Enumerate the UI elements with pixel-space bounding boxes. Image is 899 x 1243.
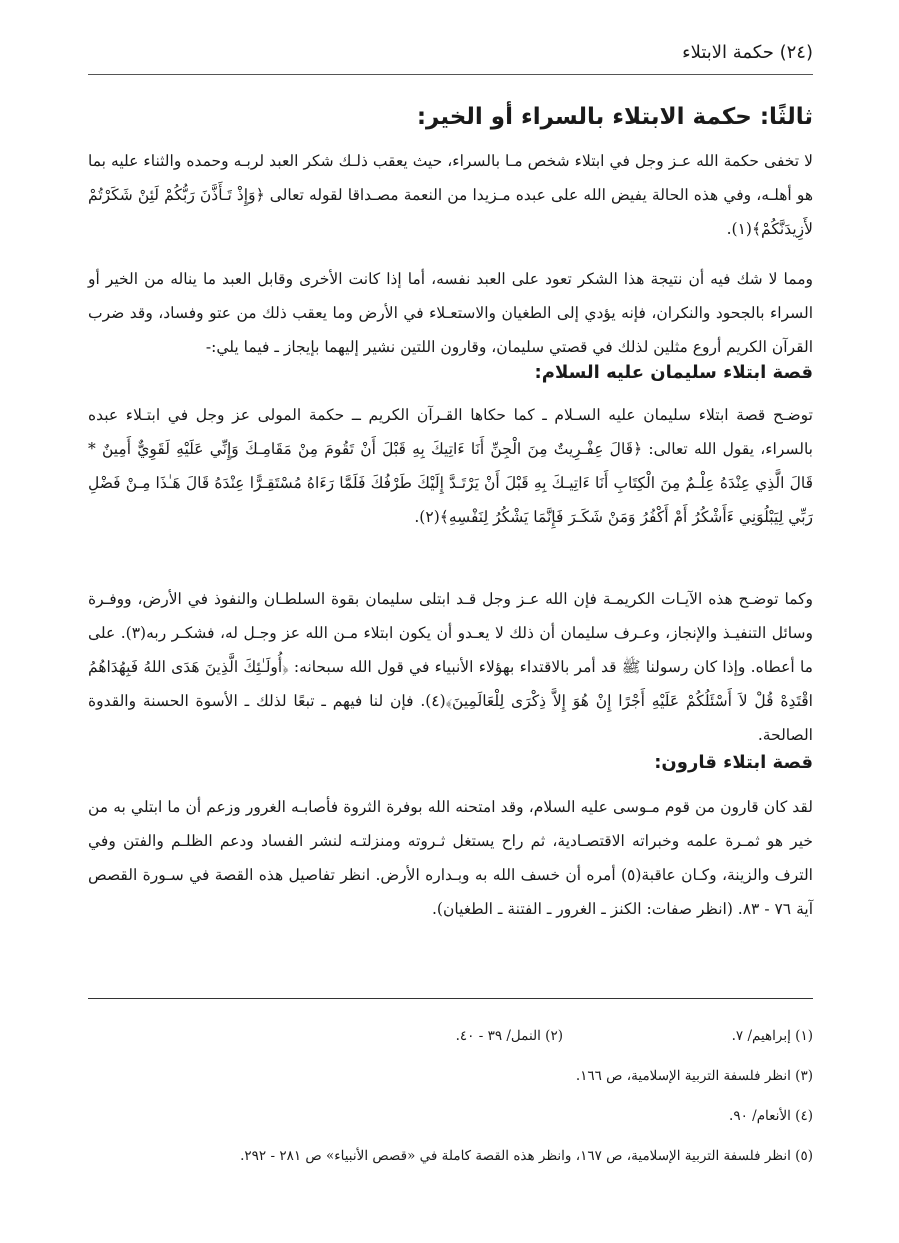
footnote-3: (٣) انظر فلسفة التربية الإسلامية، ص ١٦٦. [575, 1068, 813, 1084]
paragraph-3: توضـح قصة ابتلاء سليمان عليه السـلام ـ كما حكاها القـرآن الكريم ــ حكمة المولى عز وجل في ابتـلاء عبده بالسراء، يقول الله تعالى: ﴿قَالَ عِفْـرِيتٌ مِنَ الْجِنِّ أَنَا ءَاتِيكَ بِهِ قَبْلَ أَنْ تَقُومَ مِنْ مَقَامِـكَ وَإِنِّي عَلَيْهِ لَقَوِيٌّ أَمِينٌ * قَالَ الَّذِي عِنْدَهُ عِلْـمٌ مِنَ الْكِتَابِ أَنَا ءَاتِيـكَ بِهِ قَبْلَ أَنْ يَرْتَـدَّ إِلَيْكَ طَرْفُكَ فَلَمَّا رَءَاهُ مُسْتَقِـرًّا عِنْدَهُ قَالَ هَـٰذَا مِـنْ فَضْلِ رَبِّي لِيَبْلُوَنِي ءَأَشْكُرُ أَمْ أَكْفُرُ وَمَنْ شَكَـرَ فَإِنَّمَا يَشْكُرُ لِنَفْسِهِ﴾(٢). [88, 406, 813, 526]
footnote-2: (٢) النمل/ ٣٩ - ٤٠. [455, 1028, 563, 1044]
subhead-sulayman: قصة ابتلاء سليمان عليه السلام: [534, 362, 813, 383]
paragraph-1: لا تخفى حكمة الله عـز وجل في ابتلاء شخص مـا بالسراء، حيث يعقب ذلـك شكر العبد لربـه وحمده والثناء عليه بما هو أهلـه، وفي هذه الحالة يفيض الله على عبده مـزيدا من النعمة مصـداقا لقوله تعالى ﴿وَإِذْ تَـأَذَّنَ رَبُّكُمْ لَئِنْ شَكَرْتُمْ لأَزِيدَنَّكُمْ﴾(١). [88, 152, 813, 238]
footnote-1: (١) إبراهيم/ ٧. [731, 1028, 813, 1044]
subhead-qarun: قصة ابتلاء قارون: [654, 752, 813, 773]
footnote-4: (٤) الأنعام/ ٩٠. [729, 1108, 813, 1124]
paragraph-2: ومما لا شك فيه أن نتيجة هذا الشكر تعود على العبد نفسه، أما إذا كانت الأخرى وقابل العبد ما يناله من الخير أو السراء بالجحود والنكران، فإنه يؤدي إلى الطغيان والاستعـلاء في الأرض وما يعقب ذلك من عتو وفساد، وقد ضرب القرآن الكريم أروع مثلين لذلك في قصتي سليمان، وقارون اللتين نشير إليهما بإيجاز ـ فيما يلي:- [88, 270, 813, 356]
footnote-5: (٥) انظر فلسفة التربية الإسلامية، ص ١٦٧، وانظر هذه القصة كاملة في «قصص الأنبياء» ص ٢٨١ - ٢٩٢. [240, 1148, 813, 1164]
paragraph-5: لقد كان قارون من قوم مـوسى عليه السلام، وقد امتحنه الله بوفرة الثروة فأصابـه الغرور وزعم أن ما ابتلي به من خير هو ثمـرة علمه وخبراته الاقتصـادية، ثم راح يستغل ثـروته ومنزلتـه لنشر الفساد ودعم الظلـم والفتن وفي الترف والزينة، وكـان عاقبة(٥) أمره أن خسف الله به وبـداره الأرض. انظر تفاصيل هذه القصة في سـورة القصص آية ٧٦ - ٨٣. (انظر صفات: الكنز ـ الغرور ـ الفتنة ـ الطغيان). [88, 798, 813, 918]
section-title: ثالثًا: حكمة الابتلاء بالسراء أو الخير: [416, 104, 813, 130]
book-page [88, 0, 813, 1243]
header-divider [88, 74, 813, 75]
footnote-divider [88, 998, 813, 999]
running-head: (٢٤) حكمة الابتلاء [682, 42, 813, 63]
paragraph-4: وكما توضـح هذه الآيـات الكريمـة فإن الله عـز وجل قـد ابتلى سليمان بقوة السلطـان والنفوذ في الأرض، ووفـرة وسائل التنفيـذ والإنجاز، وعـرف سليمان أن ذلك لا يعـدو أن يكون ابتلاء مـن الله عز وجـل له، فشكـر ربه(٣). على ما أعطاه. وإذا كان رسولنا ﷺ قد أمر بالاقتداء بهؤلاء الأنبياء في قول الله سبحانه: ﴿أُولَـٰئِكَ الَّذِينَ هَدَى اللهُ فَبِهُدَاهُمُ اقْتَدِهْ قُلْ لاَ أَسْئَلُكُمْ عَلَيْهِ أَجْرًا إِنْ هُوَ إِلاَّ ذِكْرَى لِلْعَالَمِينَ﴾(٤). فإن لنا فيهم ـ تبعًا لذلك ـ الأسوة الحسنة والقدوة الصالحة. [88, 590, 813, 744]
